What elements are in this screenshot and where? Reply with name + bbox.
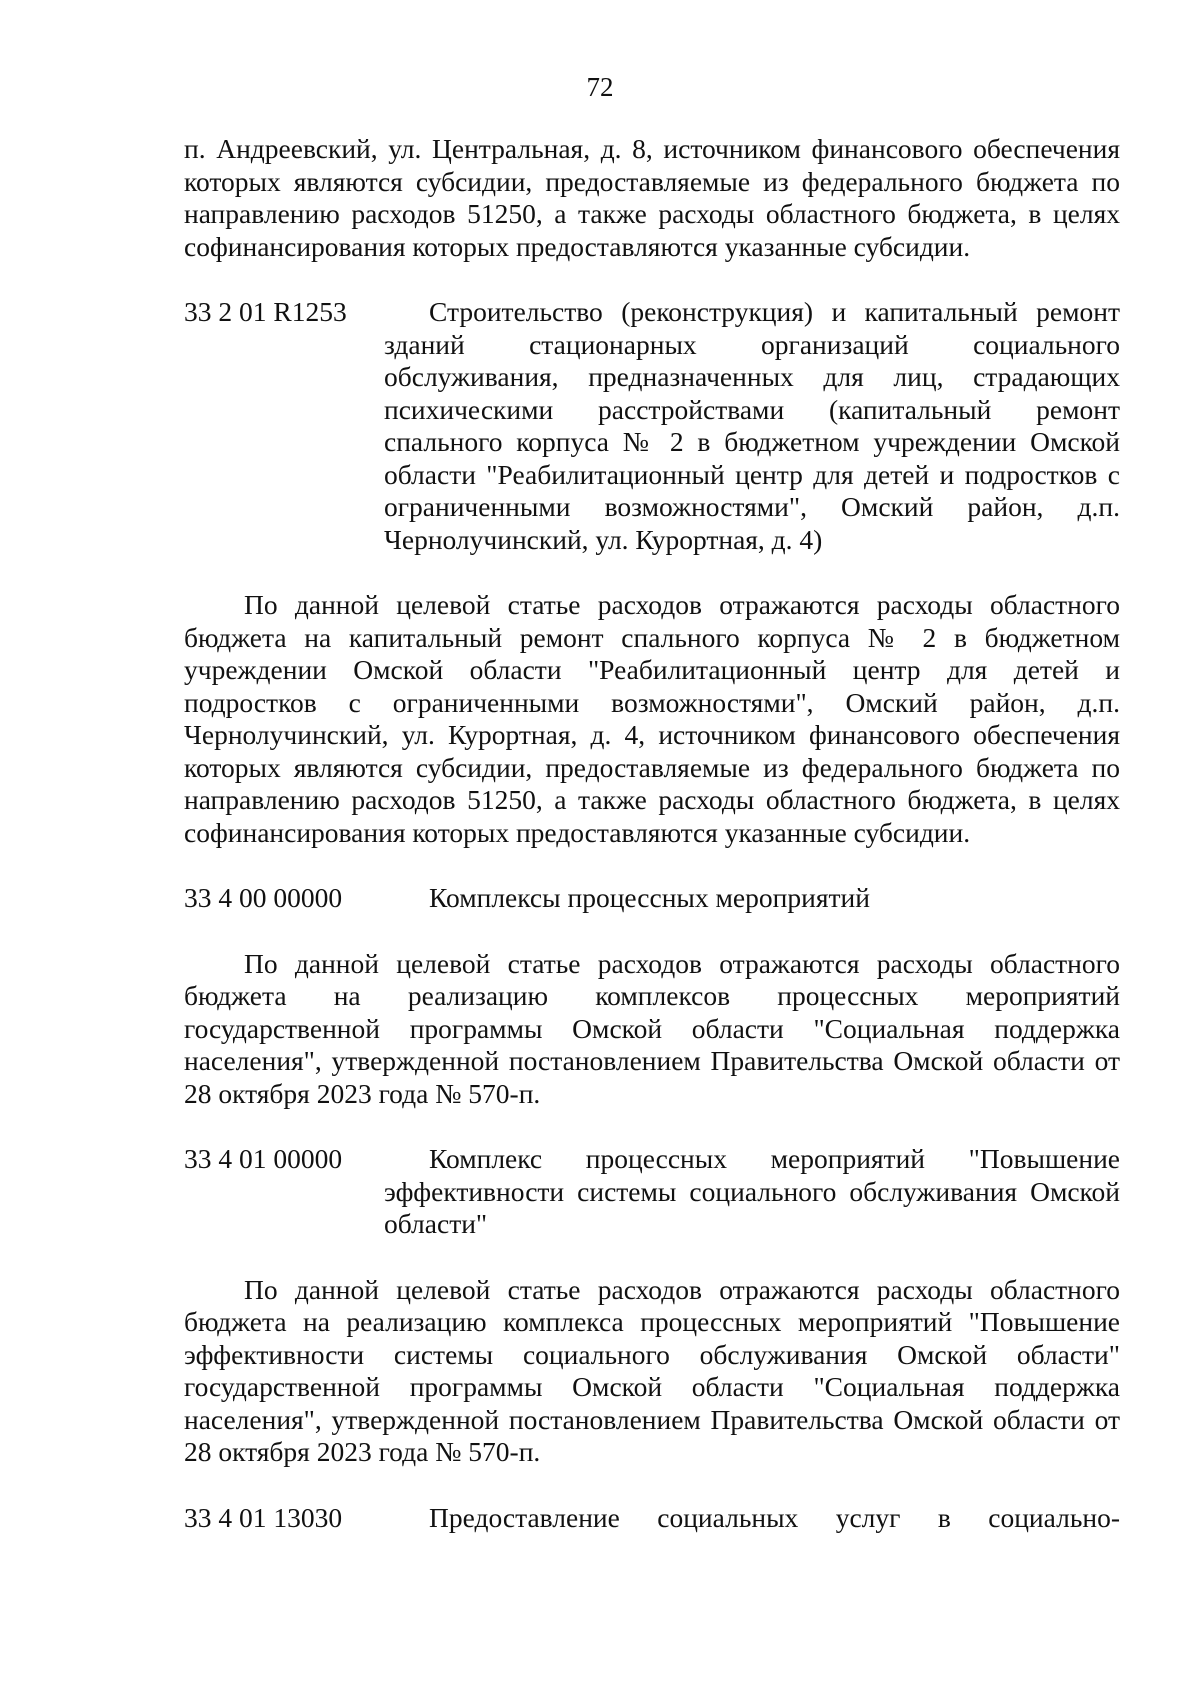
spacer (184, 556, 1120, 589)
budget-entry-33401 (184, 1143, 1120, 1241)
budget-entry-title: Комплекс процессных мероприятий "Повышение эффективности системы социального обслуживания Омской области" (384, 1143, 1120, 1239)
document-body (184, 133, 1120, 1534)
budget-code: 33 2 01 R1253 (184, 296, 347, 327)
page-number: 72 (586, 72, 614, 102)
budget-entry-title: Строительство (реконструкция) и капитальный ремонт зданий стационарных организаций социального обслуживания, предназначенных для лиц, страдающих психическими расстройствами (капитальный ремонт спального корпуса № 2 в бюджетном учреждении Омской области "Реабилитационный центр для детей и подростков с ограниченными возможностями", Омский район, д.п. Чернолучинский, ул. Курортная, д. 4) (384, 296, 1120, 555)
budget-entry-r1253 (184, 296, 1120, 556)
budget-code: 33 4 00 00000 (184, 882, 343, 913)
spacer (184, 1241, 1120, 1274)
spacer (184, 1110, 1120, 1143)
spacer (184, 1469, 1120, 1502)
spacer (184, 849, 1120, 882)
budget-code: 33 4 01 00000 (184, 1143, 343, 1174)
spacer (184, 915, 1120, 948)
description-paragraph: По данной целевой статье расходов отражаются расходы областного бюджета на реализацию комплексов процессных мероприятий государственной программы Омской области "Социальная поддержка населения", утвержденной постановлением Правительства Омской области от 28 октября 2023 года № 570-п. (184, 947, 1120, 1109)
budget-entry-title: Комплексы процессных мероприятий (429, 882, 870, 913)
continued-paragraph: п. Андреевский, ул. Центральная, д. 8, источником финансового обеспечения которых являются субсидии, предоставляемые из федерального бюджета по направлению расходов 51250, а также расходы областного бюджета, в целях софинансирования которых предоставляются указанные субсидии. (184, 133, 1120, 262)
budget-entry-title: Предоставление социальных услуг в социально- (429, 1501, 1120, 1533)
budget-entry-13030 (184, 1502, 1120, 1535)
description-paragraph: По данной целевой статье расходов отражаются расходы областного бюджета на капитальный ремонт спального корпуса № 2 в бюджетном учреждении Омской области "Реабилитационный центр для детей и подростков с ограниченными возможностями", Омский район, д.п. Чернолучинский, ул. Курортная, д. 4, источником финансового обеспечения которых являются субсидии, предоставляемые из федерального бюджета по направлению расходов 51250, а также расходы областного бюджета, в целях софинансирования которых предоставляются указанные субсидии. (184, 589, 1120, 848)
budget-entry-33400 (184, 882, 1120, 915)
spacer (184, 263, 1120, 296)
budget-code: 33 4 01 13030 (184, 1501, 343, 1533)
description-paragraph: По данной целевой статье расходов отражаются расходы областного бюджета на реализацию комплекса процессных мероприятий "Повышение эффективности системы социального обслуживания Омской области" государственной программы Омской области "Социальная поддержка населения", утвержденной постановлением Правительства Омской области от 28 октября 2023 года № 570-п. (184, 1273, 1120, 1467)
